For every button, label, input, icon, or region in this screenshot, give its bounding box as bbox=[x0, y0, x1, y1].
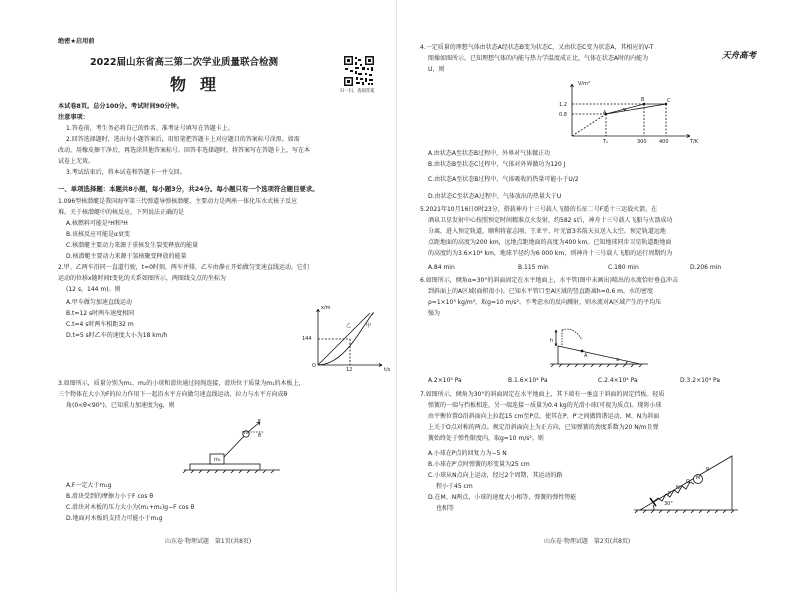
question-4-stem: 4.一定质量的理想气体由状态A经状态B变为状态C，又由状态C变为状态A，其相应的V-T bbox=[420, 44, 654, 51]
fig7-o: O bbox=[686, 479, 690, 485]
fig7-m: M bbox=[696, 475, 701, 481]
question-1-stem: 1.096型核潜艇是我国海军第三代弹道导弹核潜艇，主要动力是两座一体化压水式核子反应 bbox=[58, 198, 298, 205]
question-3-stem: 3.如图所示，质量分别为m₁、m₂的小球和滑块通过轻绳连接，滑块位于质量为m₁的木板上， bbox=[58, 380, 305, 387]
question-1-option: D.核潜艇主要动力来源于氢核聚变释放的能量 bbox=[66, 253, 187, 260]
section-heading: 一、单项选择题：本题共8小题，每小题3分，共24分。每小题只有一个选项符合题目要求。 bbox=[58, 185, 319, 193]
fig6-alpha: α bbox=[616, 357, 620, 363]
fig3-force: F bbox=[258, 419, 261, 425]
qr-code bbox=[343, 55, 375, 87]
question-4-option: B.由状态B至状态C过程中，气体对外界做功为120 J bbox=[428, 161, 566, 168]
note-line: 3.考试结束后，将本试卷和答题卡一并交回。 bbox=[66, 169, 186, 176]
question-7-option-cont: 也相等 bbox=[436, 505, 455, 512]
fig3-mass-block: m₁ bbox=[214, 457, 221, 463]
question-6-stem: 6.如图所示，倾角α=30°的斜面固定在水平地面上，水平管(图中未画出)喷出的水流恰好垂直冲击 bbox=[420, 277, 679, 284]
question-7-stem: 7.如图所示，倾角为30°的斜面固定在水平地面上，其下端有一垂直于斜面的固定挡板。轻质 bbox=[420, 391, 665, 398]
note-line: 1.答卷前，考生务必将自己的姓名、准考证号填写在答题卡上。 bbox=[66, 125, 234, 132]
path-ca bbox=[606, 104, 666, 114]
question-7-option: D.在M、N两点，小球的速度大小相等，弹簧的弹性势能 bbox=[428, 494, 577, 501]
question-1-option: B.该核反应可能是α衰变 bbox=[66, 231, 130, 238]
fig3-theta: θ bbox=[258, 433, 262, 439]
exam-intro: 本试卷8页。总分100分。考试时间90分钟。 bbox=[58, 103, 183, 110]
question-1-option: A.核燃料可能是²H和³H bbox=[66, 220, 128, 227]
graph-tick-y: 144 bbox=[302, 336, 312, 342]
question-7-stem: 簧始终处于弹性限度内，取g=10 m/s²。则 bbox=[428, 435, 544, 442]
graph-tick-x: 12 bbox=[346, 367, 353, 373]
graph-tick-x: 300 bbox=[637, 139, 647, 145]
graph-tick-x: T₁ bbox=[603, 139, 609, 145]
question-5-stem: 的高度约为3.6×10⁴ km，地球半径约为6 000 km，则神舟十三号载人飞船的运行周期约为 bbox=[428, 250, 673, 257]
question-2-stem: (12 s，144 m)。则 bbox=[66, 286, 121, 293]
fig3-mass-ball: m₁ bbox=[242, 430, 249, 436]
question-5-option: C.180 min bbox=[608, 264, 639, 271]
question-2-stem: 2.甲、乙两车沿同一直道行驶，t=0时刻，两车并排，乙车由静止开始做匀变速直线运动。它们 bbox=[58, 264, 309, 271]
graph-origin: O bbox=[312, 363, 316, 369]
fig6-h: h bbox=[550, 338, 554, 344]
graph-y-label: x/m bbox=[321, 305, 331, 311]
note-line: 2.回答选择题时，选出每小题答案后，用铅笔把答题卡上对应题目的答案标号涂黑。如需 bbox=[66, 136, 300, 143]
question-6-stem: 强为 bbox=[428, 310, 441, 317]
question-4-stem: 图像如图所示。已知理想气体的内能与热力学温度成正比，气体在状态A时的内能为 bbox=[428, 55, 649, 62]
graph-label-yi: 乙 bbox=[346, 323, 352, 329]
graph-x-label: t/s bbox=[384, 367, 391, 373]
question-7-option: A.小球在P点的回复力为−5 N bbox=[428, 450, 507, 457]
page-footer: 山东卷·物理试题 第1页(共8页) bbox=[165, 538, 252, 545]
page-fold bbox=[396, 0, 397, 593]
question-7-stem: 由平衡位置O沿斜面向上拉起15 cm至P点，使其在P、P′之间做简谐运动，M、N为斜面 bbox=[428, 413, 660, 420]
question-3-option: D.地面对木板的支持力可能小于m₁g bbox=[66, 515, 163, 522]
note-line: 试卷上无效。 bbox=[58, 158, 95, 165]
board bbox=[190, 464, 260, 470]
exam-title: 2022届山东省高三第二次学业质量联合检测 bbox=[90, 57, 278, 68]
graph-label-jia: 甲 bbox=[366, 323, 372, 329]
question-5-stem: 酒泉卫星发射中心按照预定时间精准点火发射，约582 s后，神舟十三号载人飞船与火箭成功 bbox=[428, 217, 673, 224]
graph-tick-x: 400 bbox=[659, 139, 669, 145]
question-5-option: D.206 min bbox=[690, 264, 722, 271]
notes-title: 注意事项： bbox=[58, 114, 89, 121]
question-5-stem: 5.2021年10月16日0时23分，搭载神舟十三号载人飞船的长征二号F遥十三运载火箭，在 bbox=[420, 206, 658, 213]
question-2-stem: 运动的位移x随时间t变化的关系如图所示，两图线交点的坐标为 bbox=[58, 275, 226, 282]
question-3-stem: 角(0<θ<90°)。已知重力加速度为g，则 bbox=[66, 402, 175, 409]
question-7-option-cont: 程小于45 cm bbox=[436, 483, 473, 490]
question-2-option: B.t=12 s时两车速度相同 bbox=[66, 310, 135, 317]
question-1-option: C.核潜艇主要动力来源于重核发生裂变释放的能量 bbox=[66, 242, 199, 249]
question-4-stem: U，则 bbox=[428, 66, 445, 73]
question-5-option: B.115 min bbox=[518, 264, 549, 271]
note-line: 改动，用橡皮擦干净后，再选涂其他答案标号。回答非选择题时，将答案写在答题卡上，写在本 bbox=[58, 147, 311, 154]
question-2-option: A.甲车做匀加速直线运动 bbox=[66, 299, 132, 306]
question-6-figure bbox=[548, 320, 652, 368]
graph-x-label: T/K bbox=[690, 139, 699, 145]
question-7-stem: 弹簧的一端与挡板相连，另一端连接一质量为0.4 kg的光滑小球(可视为质点)。现将小球 bbox=[428, 402, 662, 409]
water-arc bbox=[562, 329, 582, 340]
fig7-p-prime: P′ bbox=[668, 491, 673, 497]
graph-point-c: C bbox=[667, 98, 671, 104]
question-4-option: C.由状态A至状态B过程中，气体吸收的热量可能小于U/2 bbox=[428, 176, 579, 183]
question-3-option: B.滑块受到的摩擦力小于F cos θ bbox=[66, 493, 154, 500]
question-4-option: A.由状态A至状态B过程中，外界对气体做正功 bbox=[428, 150, 551, 157]
question-6-option: A.2×10³ Pa bbox=[428, 377, 462, 384]
question-1-stem: 堆。关于核潜艇中的核反应，下列说法正确的是 bbox=[58, 209, 185, 216]
question-5-option: A.84 min bbox=[428, 264, 455, 271]
graph-tick-y: 0.8 bbox=[559, 112, 567, 118]
question-4-option: D.由状态C至状态A过程中，气体放出的热量大于U bbox=[428, 193, 562, 200]
question-3-stem: 三个物体在大小为F的拉力作用下一起沿水平方向做匀速直线运动，拉力与水平方向成θ bbox=[58, 391, 288, 398]
subject-title: 物理 bbox=[170, 75, 231, 94]
question-3-figure bbox=[182, 420, 282, 474]
question-6-option: C.2.4×10⁴ Pa bbox=[598, 377, 638, 384]
qr-caption: 扫一扫，查阅答案 bbox=[340, 89, 375, 94]
question-7-stem: 上关于O点对称的两点。规定沿斜面向上为正方向，已知弹簧的劲度系数为20 N/m且弹 bbox=[428, 424, 659, 431]
fig7-n: N bbox=[676, 485, 680, 491]
fig6-a: A bbox=[584, 353, 588, 359]
question-6-stem: 到斜面上的A区域(面积很小)。已知水平管口至A区域的竖直距离h=0.6 m，水的密度 bbox=[428, 288, 654, 295]
question-6-option: D.3.2×10⁴ Pa bbox=[680, 377, 721, 384]
question-4-graph bbox=[548, 80, 700, 144]
question-5-stem: 点距地面的高度为200 km，远地点距地面的高度为400 km。已知地球同步卫星轨道距地面 bbox=[428, 239, 672, 246]
question-3-option: A.F一定大于m₁g bbox=[66, 482, 112, 489]
question-2-option: C.t=4 s时两车相距32 m bbox=[66, 321, 134, 328]
question-6-option: B.1.6×10⁴ Pa bbox=[508, 377, 548, 384]
graph-point-a: A bbox=[603, 110, 607, 116]
secret-label: 绝密★启用前 bbox=[58, 38, 95, 45]
question-2-option: D.t=5 s时乙车的速度大小为18 km/h bbox=[66, 332, 168, 339]
question-5-stem: 分离，进入预定轨道，顺利将翟志刚、王亚平、叶光富3名航天员送入太空。预定轨道远地 bbox=[428, 228, 666, 235]
graph-point-b: B bbox=[641, 97, 645, 103]
fig7-p: P bbox=[706, 467, 710, 473]
graph-y-label: V/m³ bbox=[578, 81, 590, 87]
fig7-angle: 30° bbox=[664, 501, 673, 507]
brand-logo: 天舟高考 bbox=[722, 51, 757, 61]
question-6-stem: ρ=1×10³ kg/m³，取g=10 m/s²。不考虑水的反向溅射，则水流对A区域产生的平均压 bbox=[428, 299, 662, 306]
question-3-option: C.滑块对木板的压力大小为(m₁+m₂)g−F cos θ bbox=[66, 504, 195, 511]
graph-tick-y: 1.2 bbox=[559, 102, 567, 108]
question-7-option: B.小球在P′点时弹簧的形变量为25 cm bbox=[428, 461, 530, 468]
page-footer: 山东卷·物理试题 第2页(共8页) bbox=[544, 538, 631, 545]
question-7-option: C.小球从N点向上运动，经过2个周期，其运动的路 bbox=[428, 472, 563, 479]
